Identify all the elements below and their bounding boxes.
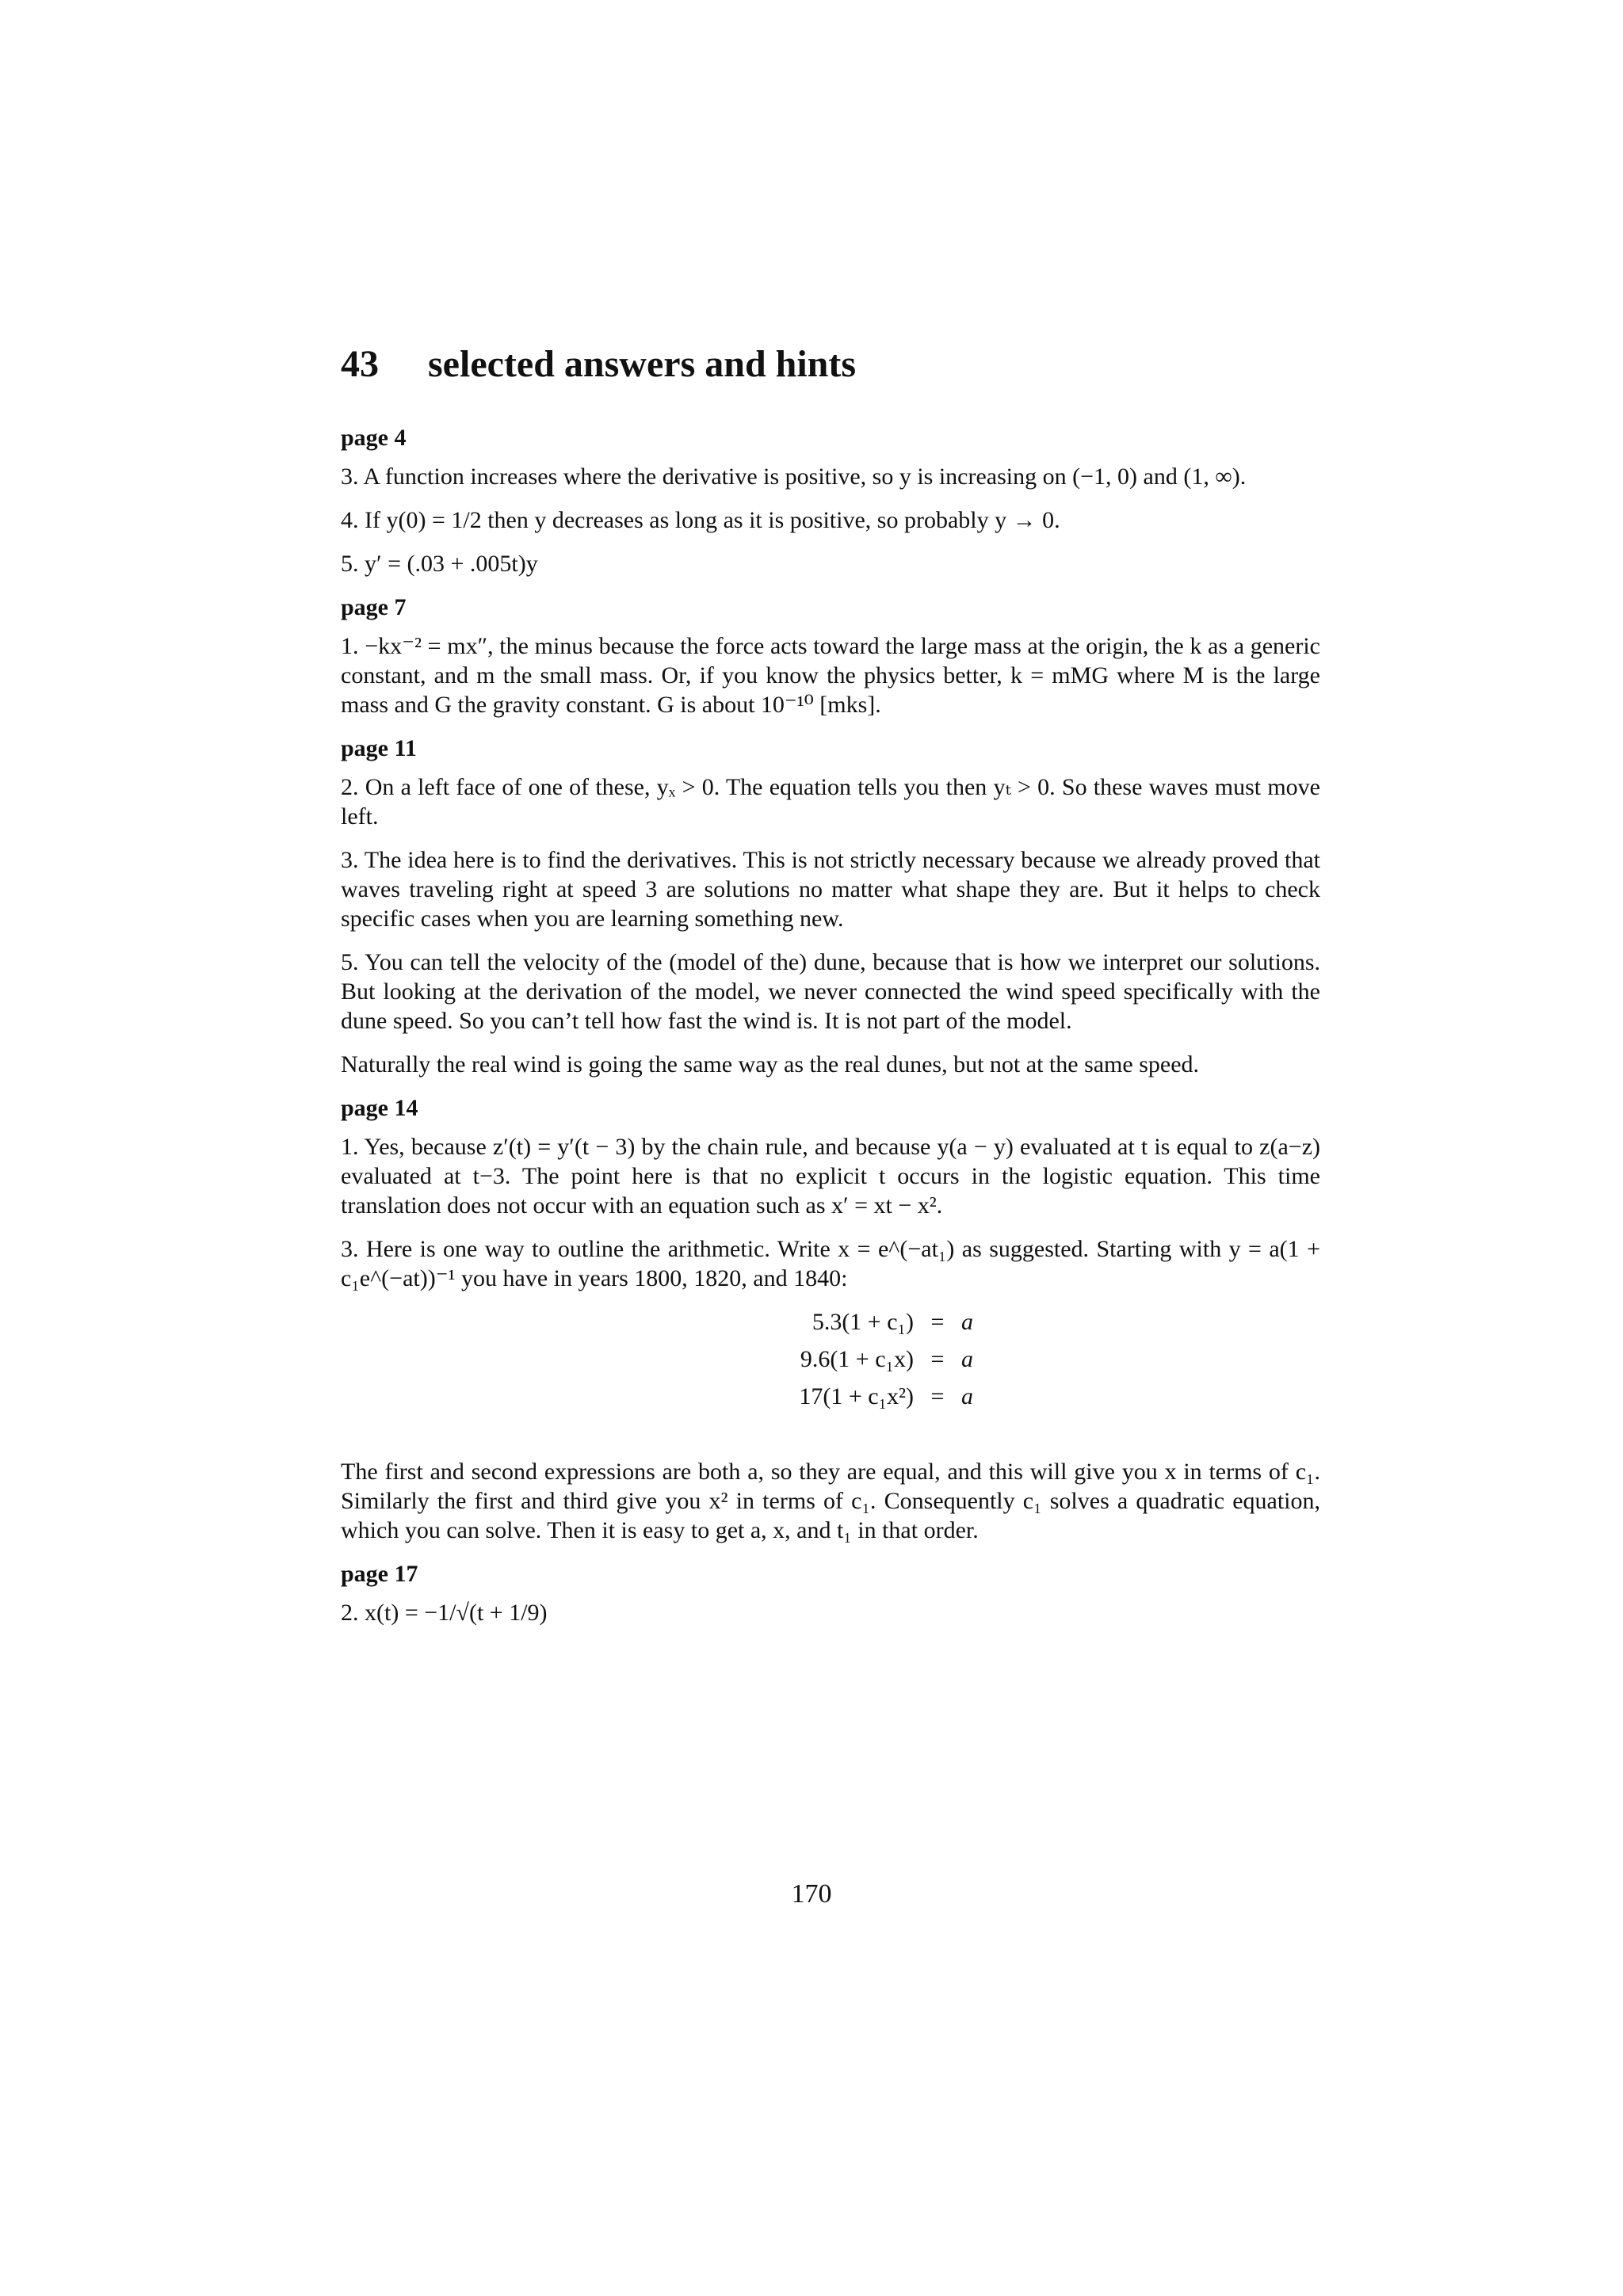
equation-lhs: 9.6(1 + c₁x) xyxy=(800,1346,914,1372)
answer-paragraph: 3. A function increases where the derivative is positive, so y is increasing on (−1, 0) and (1, ∞). xyxy=(341,463,1247,490)
equation-operator: = xyxy=(930,1383,945,1409)
section-heading-page-4: page 4 xyxy=(341,425,407,451)
answer-paragraph: Naturally the real wind is going the same way as the real dunes, but not at the same speed. xyxy=(341,1051,1200,1077)
answer-paragraph: 3. The idea here is to find the derivatives. This is not strictly necessary because we already proved that waves traveling right at speed 3 are solutions no matter what shape they are. But it helps to check specific cases when you are learning something new. xyxy=(341,847,1320,932)
section-heading-page-7: page 7 xyxy=(341,594,407,620)
section-heading-page-14: page 14 xyxy=(341,1095,418,1121)
equation-operator: = xyxy=(930,1309,945,1335)
equation-rhs: a xyxy=(961,1383,973,1409)
answer-paragraph: 1. −kx⁻² = mx″, the minus because the force acts toward the large mass at the origin, the k as a generic constant, and m the small mass. Or, if you know the physics better, k = mMG where M is the large mass and G the gravity constant. G is about 10⁻¹⁰ [mks]. xyxy=(341,633,1320,718)
equation-lhs: 5.3(1 + c₁) xyxy=(812,1309,914,1335)
chapter-title xyxy=(341,341,1320,388)
answer-paragraph: 3. Here is one way to outline the arithmetic. Write x = e^(−at₁) as suggested. Starting with y = a(1 + c₁e^(−at))⁻¹ you have in years 1800, 1820, and 1840: xyxy=(341,1236,1320,1291)
answer-paragraph: 2. x(t) = −1/√(t + 1/9) xyxy=(341,1600,548,1626)
answer-paragraph: 5. y′ = (.03 + .005t)y xyxy=(341,551,538,577)
equation-lhs: 17(1 + c₁x²) xyxy=(799,1383,914,1409)
answer-paragraph: 5. You can tell the velocity of the (model of the) dune, because that is how we interpret our solutions. But looking at the derivation of the model, we never connected the wind speed specifically with the dune speed. So you can’t tell how fast the wind is. It is not part of the model. xyxy=(341,949,1320,1034)
page-number: 170 xyxy=(791,1879,832,1909)
equation-array xyxy=(341,1307,1320,1411)
equation-rhs: a xyxy=(961,1309,973,1335)
answer-paragraph: 4. If y(0) = 1/2 then y decreases as long as it is positive, so probably y → 0. xyxy=(341,507,1060,533)
answer-paragraph: 1. Yes, because z′(t) = y′(t − 3) by the chain rule, and because y(a − y) evaluated at t is equal to z(a−z) evaluated at t−3. The point here is that no explicit t occurs in the logistic equation. This time translation does not occur with an equation such as x′ = xt − x². xyxy=(341,1134,1320,1219)
chapter-title-text: selected answers and hints xyxy=(428,343,857,385)
text-block xyxy=(341,341,1320,1642)
answer-paragraph: 2. On a left face of one of these, yₓ > 0. The equation tells you then yₜ > 0. So these waves must move left. xyxy=(341,774,1320,830)
section-heading-page-17: page 17 xyxy=(341,1561,418,1587)
answer-paragraph: The first and second expressions are both a, so they are equal, and this will give you x in terms of c₁. Similarly the first and third give you x² in terms of c₁. Consequently c₁ solves a quadratic equation, which you can solve. Then it is easy to get a, x, and t₁ in that order. xyxy=(341,1459,1320,1543)
chapter-number: 43 xyxy=(341,343,379,385)
section-heading-page-11: page 11 xyxy=(341,735,417,761)
equation-rhs: a xyxy=(961,1346,973,1372)
equation-operator: = xyxy=(930,1346,945,1372)
